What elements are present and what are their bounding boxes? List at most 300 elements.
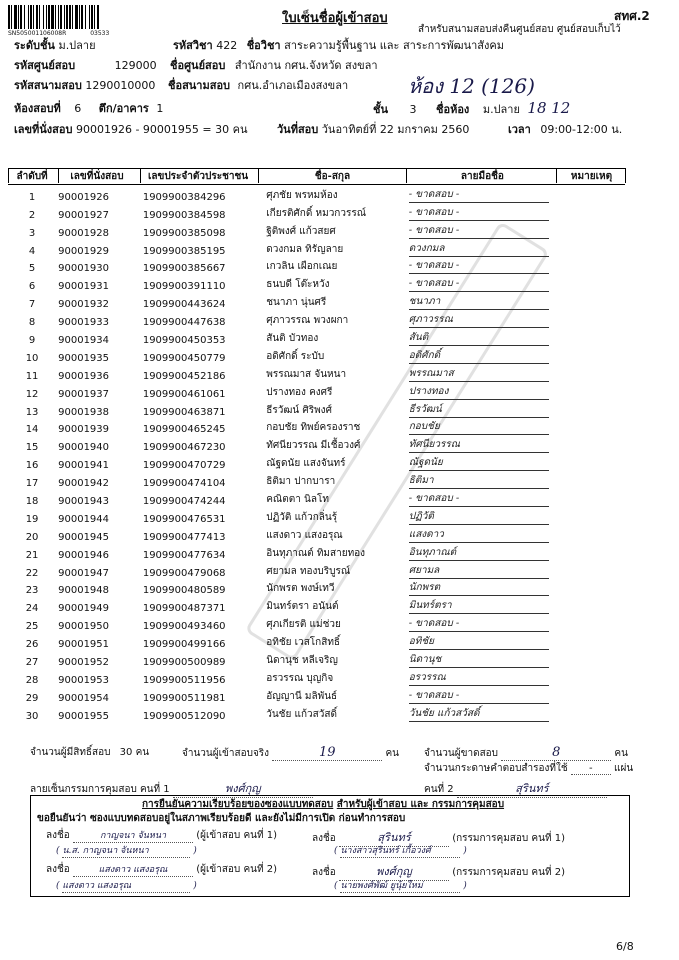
- row-order: 5: [28, 263, 36, 275]
- barcode-bar: [51, 5, 54, 29]
- row-order: 3: [28, 227, 36, 239]
- examinee2-name: ( แสงดาว แสงอรุณ ): [56, 878, 197, 893]
- row-full-name: นิดานุช หลีเจริญ: [266, 655, 338, 667]
- table-row: [8, 328, 625, 346]
- col-header-id: เลขประจำตัวประชาชน: [138, 169, 258, 185]
- form-code: สทศ.2: [614, 9, 650, 23]
- row-order: 25: [25, 621, 39, 633]
- row-remark: [558, 632, 625, 650]
- barcode-bar: [48, 5, 50, 29]
- center-name-row: ชื่อศูนย์สอบ สำนักงาน กศน.จังหวัด สงขลา: [170, 59, 378, 72]
- table-row: [8, 310, 625, 328]
- floor-row: ชั้น 3 ชื่อห้อง ม.ปลาย 18 12: [373, 99, 571, 117]
- row-seat-number: 90001932: [58, 299, 110, 311]
- venue-name-row: ชื่อสนามสอบ กศน.อำเภอเมืองสงขลา: [168, 79, 349, 92]
- row-signature: [407, 382, 558, 400]
- barcode-bar: [97, 5, 99, 29]
- row-signature: [407, 185, 558, 203]
- table-row: [8, 453, 625, 471]
- row-signature: [407, 686, 558, 704]
- row-signature: [407, 453, 558, 471]
- row-citizen-id: 1909900467230: [142, 442, 226, 454]
- row-seat-number: 90001952: [58, 657, 110, 669]
- row-full-name: ศุภเกียรติ แม่ช่วย: [266, 619, 341, 631]
- row-remark: [558, 561, 625, 579]
- row-full-name: พรรณมาส จันหนา: [266, 368, 347, 380]
- row-remark: [558, 185, 625, 203]
- row-citizen-id: 1909900479068: [142, 567, 226, 579]
- row-order: 29: [25, 692, 39, 704]
- row-citizen-id: 1909900450353: [142, 335, 226, 347]
- row-citizen-id: 1909900511956: [142, 674, 226, 686]
- row-full-name: ชนาภา นุ่นศรี: [266, 297, 327, 309]
- row-signature: [407, 274, 558, 292]
- table-row: [8, 525, 625, 543]
- subject-row: รหัสวิชา 422 ชื่อวิชา สาระความรู้พื้นฐาน และ สาระการพัฒนาสังคม: [173, 39, 504, 52]
- table-header-row: [8, 169, 625, 185]
- row-full-name: ฐิติพงศ์ แก้วสยศ: [266, 225, 336, 237]
- signature-text: วันชัย แก้วสวัสดิ์: [409, 706, 549, 722]
- venue-code-row: รหัสสนามสอบ 1290010000: [14, 79, 156, 92]
- signature-text: ดวงกมล: [409, 241, 549, 257]
- col-header-seat: เลขที่นั่งสอบ: [56, 169, 138, 185]
- table-row: [8, 596, 625, 614]
- table-row: [8, 614, 625, 632]
- table-row: [8, 435, 625, 453]
- table-row: [8, 561, 625, 579]
- table-row: [8, 382, 625, 400]
- row-seat-number: 90001946: [58, 549, 110, 561]
- table-row: [8, 668, 625, 686]
- row-order: 9: [28, 335, 36, 347]
- row-seat-number: 90001926: [58, 191, 110, 203]
- row-remark: [558, 668, 625, 686]
- barcode-bar: [39, 5, 40, 29]
- row-order: 12: [25, 388, 39, 400]
- row-citizen-id: 1909900477413: [142, 531, 226, 543]
- row-order: 22: [25, 567, 39, 579]
- table-row: [8, 632, 625, 650]
- signature-text: ปรางทอง: [409, 384, 549, 400]
- proctorA-name: ( นางสาวสุรินทร์ เกื้อวงศ์ ): [334, 843, 467, 858]
- row-seat-number: 90001953: [58, 674, 110, 686]
- signature-text: - ขาดสอบ -: [409, 616, 549, 632]
- form-title: ใบเซ็นชื่อผู้เข้าสอบ: [282, 11, 388, 26]
- row-seat-number: 90001928: [58, 227, 110, 239]
- signature-text: - ขาดสอบ -: [409, 205, 549, 221]
- row-citizen-id: 1909900511981: [142, 692, 226, 704]
- row-citizen-id: 1909900480589: [142, 585, 226, 597]
- signature-text: พรรณมาส: [409, 366, 549, 382]
- row-full-name: ศุภาวรรณ พวงผกา: [266, 315, 349, 327]
- barcode-bar: [81, 5, 83, 29]
- row-citizen-id: 1909900474244: [142, 496, 226, 508]
- barcode-bar: [28, 5, 29, 29]
- barcode-bar: [64, 5, 65, 29]
- barcode-bar: [33, 5, 34, 29]
- row-remark: [558, 382, 625, 400]
- row-citizen-id: 1909900499166: [142, 639, 226, 651]
- signature-text: ณัฐดนัย: [409, 455, 549, 471]
- row-remark: [558, 328, 625, 346]
- row-citizen-id: 1909900443624: [142, 299, 226, 311]
- signature-text: มินทร์ตรา: [409, 598, 549, 614]
- row-signature: [407, 471, 558, 489]
- row-remark: [558, 614, 625, 632]
- row-full-name: ธนบดี โต๊ะหวัง: [266, 279, 330, 291]
- row-full-name: อทิชัย เวสโกสิทธิ์: [266, 637, 341, 649]
- row-signature: [407, 489, 558, 507]
- row-citizen-id: 1909900512090: [142, 710, 226, 722]
- row-seat-number: 90001933: [58, 317, 110, 329]
- row-citizen-id: 1909900500989: [142, 657, 226, 669]
- row-full-name: สันติ บัวทอง: [266, 333, 319, 345]
- barcode-bar: [75, 5, 78, 29]
- row-full-name: ดวงกมล ทิรัญลาย: [266, 243, 344, 255]
- row-signature: [407, 292, 558, 310]
- row-citizen-id: 1909900447638: [142, 317, 226, 329]
- row-full-name: คณิตตา นิลโท: [266, 494, 329, 506]
- barcode: [8, 5, 100, 31]
- barcode-bar: [46, 5, 47, 29]
- row-order: 30: [25, 710, 39, 722]
- signature-text: - ขาดสอบ -: [409, 688, 549, 704]
- row-signature: [407, 561, 558, 579]
- row-seat-number: 90001940: [58, 442, 110, 454]
- row-seat-number: 90001945: [58, 531, 110, 543]
- col-header-name: ชื่อ-สกุล: [258, 169, 407, 185]
- row-citizen-id: 1909900474104: [142, 478, 226, 490]
- handwritten-room-note: ห้อง 12 (126): [408, 74, 535, 98]
- row-signature: [407, 668, 558, 686]
- row-signature: [407, 579, 558, 597]
- barcode-bar: [20, 5, 22, 29]
- row-citizen-id: 1909900452186: [142, 370, 226, 382]
- row-signature: [407, 632, 558, 650]
- row-citizen-id: 1909900385098: [142, 227, 226, 239]
- table-row: [8, 704, 625, 722]
- row-remark: [558, 650, 625, 668]
- barcode-bar: [24, 5, 25, 29]
- row-signature: [407, 221, 558, 239]
- row-full-name: อรวรรณ บุญกิจ: [266, 672, 334, 684]
- row-seat-number: 90001954: [58, 692, 110, 704]
- row-remark: [558, 435, 625, 453]
- seat-range-row: เลขที่นั่งสอบ 90001926 - 90001955 = 30 คน: [14, 123, 248, 136]
- row-signature: [407, 239, 558, 257]
- row-remark: [558, 579, 625, 597]
- barcode-bar: [43, 5, 44, 29]
- row-remark: [558, 704, 625, 722]
- row-remark: [558, 418, 625, 436]
- barcode-bar: [8, 5, 10, 29]
- exam-roster-table: [8, 168, 625, 722]
- row-full-name: กอบชัย ทิพย์ครองราช: [266, 422, 361, 434]
- signature-text: - ขาดสอบ -: [409, 258, 549, 274]
- row-seat-number: 90001944: [58, 513, 110, 525]
- row-citizen-id: 1909900470729: [142, 460, 226, 472]
- row-order: 18: [25, 496, 39, 508]
- row-remark: [558, 596, 625, 614]
- signature-text: อดิศักดิ์: [409, 348, 549, 364]
- signature-text: สันติ: [409, 330, 549, 346]
- row-signature: [407, 596, 558, 614]
- row-signature: [407, 257, 558, 275]
- barcode-bar: [60, 5, 62, 29]
- row-seat-number: 90001927: [58, 209, 110, 221]
- row-full-name: ธิติมา ปากบารา: [266, 476, 336, 488]
- table-row: [8, 686, 625, 704]
- signature-text: นิดานุช: [409, 652, 549, 668]
- row-remark: [558, 364, 625, 382]
- signature-text: อรวรรณ: [409, 670, 549, 686]
- proctor2-signature-line: คนที่ 2 สุรินทร์: [424, 779, 607, 798]
- row-order: 7: [28, 299, 36, 311]
- row-order: 17: [25, 478, 39, 490]
- row-full-name: เกวลิน เผือกเณย: [266, 261, 338, 273]
- proctor1-signature-line: ลายเซ็นกรรมการคุมสอบ คนที่ 1 พงศ์กุญ: [30, 779, 313, 798]
- page-number: 6/8: [616, 940, 634, 953]
- row-full-name: วันชัย แก้วสวัสดิ์: [266, 708, 337, 720]
- barcode-bar: [85, 5, 86, 29]
- row-citizen-id: 1909900487371: [142, 603, 226, 615]
- time-row: เวลา 09:00-12:00 น.: [508, 123, 623, 136]
- row-seat-number: 90001950: [58, 621, 110, 633]
- barcode-bar: [55, 5, 56, 29]
- signature-text: - ขาดสอบ -: [409, 276, 549, 292]
- row-order: 14: [25, 424, 39, 436]
- barcode-bar: [66, 5, 68, 29]
- row-signature: [407, 614, 558, 632]
- signature-text: - ขาดสอบ -: [409, 223, 549, 239]
- row-seat-number: 90001949: [58, 603, 110, 615]
- confirmation-heading: การยืนยันความเรียบร้อยของซองแบบทดสอบ สำหรับผู้เข้าสอบ และ กรรมการคุมสอบ: [142, 799, 505, 810]
- row-citizen-id: 1909900477634: [142, 549, 226, 561]
- row-full-name: ศยามล ทองบริบูรณ์: [266, 565, 351, 577]
- signature-text: ศยามล: [409, 563, 549, 579]
- row-order: 21: [25, 549, 39, 561]
- row-seat-number: 90001935: [58, 352, 110, 364]
- row-seat-number: 90001930: [58, 263, 110, 275]
- signature-text: ศุภาวรรณ: [409, 312, 549, 328]
- row-seat-number: 90001951: [58, 639, 110, 651]
- row-full-name: อินทุภาณต์ ทิมสายทอง: [266, 547, 366, 559]
- row-signature: [407, 400, 558, 418]
- row-seat-number: 90001941: [58, 460, 110, 472]
- row-signature: [407, 418, 558, 436]
- row-signature: [407, 704, 558, 722]
- barcode-text: SN505001106008R 03533: [8, 30, 110, 37]
- col-header-order: ลำดับที่: [8, 169, 56, 185]
- barcode-bar: [91, 5, 93, 29]
- row-full-name: ณัฐดนัย แสงจันทร์: [266, 458, 346, 470]
- row-full-name: ปฏิวัติ แก้วกลิ่นรุ้: [266, 511, 338, 523]
- row-signature: [407, 310, 558, 328]
- row-order: 2: [28, 209, 36, 221]
- barcode-bar: [30, 5, 32, 29]
- signature-text: กอบชัย: [409, 419, 549, 435]
- examinee1-name: ( น.ส. กาญจนา จันหนา ): [56, 843, 197, 858]
- center-code-row: รหัสศูนย์สอบ 129000: [14, 59, 157, 72]
- table-row: [8, 274, 625, 292]
- row-seat-number: 90001939: [58, 424, 110, 436]
- row-citizen-id: 1909900385195: [142, 245, 226, 257]
- signature-text: ธีรวัฒน์: [409, 402, 549, 418]
- row-remark: [558, 292, 625, 310]
- row-order: 27: [25, 657, 39, 669]
- row-order: 23: [25, 585, 39, 597]
- room-row: ห้องสอบที่ 6 ตึก/อาคาร 1: [14, 102, 164, 115]
- row-seat-number: 90001942: [58, 478, 110, 490]
- examinee2-sign: ลงชื่อ แสงดาว แสงอรุณ (ผู้เข้าสอบ คนที่ 2): [46, 864, 278, 875]
- barcode-bar: [58, 5, 59, 29]
- row-order: 4: [28, 245, 36, 257]
- row-order: 28: [25, 674, 39, 686]
- signature-text: อินทุภาณต์: [409, 545, 549, 561]
- row-citizen-id: 1909900476531: [142, 513, 226, 525]
- row-seat-number: 90001929: [58, 245, 110, 257]
- row-order: 20: [25, 531, 39, 543]
- row-full-name: เกียรติศักดิ์ หมวกวรรณ์: [266, 207, 366, 219]
- row-remark: [558, 310, 625, 328]
- table-row: [8, 185, 625, 203]
- barcode-bar: [14, 5, 17, 29]
- row-order: 1: [28, 191, 36, 203]
- row-citizen-id: 1909900385667: [142, 263, 226, 275]
- proctorB-name: ( นายพงศ์พัฒ์ ยูนุ้ยใหม่ ): [334, 878, 467, 893]
- row-order: 15: [25, 442, 39, 454]
- row-citizen-id: 1909900384598: [142, 209, 226, 221]
- row-signature: [407, 328, 558, 346]
- row-citizen-id: 1909900450779: [142, 352, 226, 364]
- row-full-name: มินทร์ตรา อนันต์: [266, 601, 339, 613]
- barcode-bar: [11, 5, 12, 29]
- row-order: 16: [25, 460, 39, 472]
- row-order: 6: [28, 281, 36, 293]
- signature-text: - ขาดสอบ -: [409, 491, 549, 507]
- row-full-name: ปรางทอง คงศรี: [266, 386, 333, 398]
- row-seat-number: 90001947: [58, 567, 110, 579]
- row-order: 26: [25, 639, 39, 651]
- table-row: [8, 239, 625, 257]
- signature-text: ชนาภา: [409, 294, 549, 310]
- total-absent: จำนวนผู้ขาดสอบ 8 คน: [424, 745, 628, 760]
- table-row: [8, 346, 625, 364]
- barcode-bar: [89, 5, 90, 29]
- col-header-signature: ลายมือชื่อ: [407, 169, 558, 185]
- total-eligible: จำนวนผู้มีสิทธิ์สอบ 30 คน: [30, 747, 150, 758]
- row-seat-number: 90001938: [58, 406, 110, 418]
- row-remark: [558, 346, 625, 364]
- table-row: [8, 257, 625, 275]
- table-row: [8, 203, 625, 221]
- table-row: [8, 364, 625, 382]
- barcode-bar: [79, 5, 80, 29]
- table-row: [8, 418, 625, 436]
- row-citizen-id: 1909900493460: [142, 621, 226, 633]
- table-row: [8, 543, 625, 561]
- row-seat-number: 90001948: [58, 585, 110, 597]
- level-row: ระดับชั้น ม.ปลาย: [14, 39, 96, 52]
- row-signature: [407, 346, 558, 364]
- row-signature: [407, 525, 558, 543]
- row-citizen-id: 1909900463871: [142, 406, 226, 418]
- row-full-name: ธีรวัฒน์ ศิริพงศ์: [266, 404, 332, 416]
- col-header-remark: หมายเหตุ: [558, 169, 625, 185]
- table-row: [8, 489, 625, 507]
- row-seat-number: 90001937: [58, 388, 110, 400]
- barcode-bar: [69, 5, 71, 29]
- date-row: วันที่สอบ วันอาทิตย์ที่ 22 มกราคม 2560: [277, 123, 470, 136]
- row-full-name: ทัศนียวรรณ มีเชื้อวงศ์: [266, 440, 361, 452]
- row-order: 24: [25, 603, 39, 615]
- row-full-name: อดิศักดิ์ ระบับ: [266, 350, 325, 362]
- barcode-bar: [36, 5, 38, 29]
- spare-sheets: จำนวนกระดาษคำตอบสำรองที่ใช้ - แผ่น: [424, 763, 634, 774]
- table-row: [8, 579, 625, 597]
- row-signature: [407, 507, 558, 525]
- row-full-name: อัญญานี มลิพันธ์: [266, 690, 338, 702]
- row-remark: [558, 543, 625, 561]
- row-order: 8: [28, 317, 36, 329]
- row-seat-number: 90001955: [58, 710, 110, 722]
- table-row: [8, 507, 625, 525]
- barcode-bar: [18, 5, 19, 29]
- signature-text: ทัศนียวรรณ: [409, 437, 549, 453]
- row-remark: [558, 507, 625, 525]
- row-remark: [558, 489, 625, 507]
- examinee1-sign: ลงชื่อ กาญจนา จันหนา (ผู้เข้าสอบ คนที่ 1): [46, 830, 278, 841]
- row-citizen-id: 1909900384296: [142, 191, 226, 203]
- row-full-name: นักพรต พงษ์เทวี: [266, 583, 335, 595]
- row-remark: [558, 274, 625, 292]
- row-remark: [558, 686, 625, 704]
- row-remark: [558, 257, 625, 275]
- signature-text: ปฏิวัติ: [409, 509, 549, 525]
- row-remark: [558, 203, 625, 221]
- table-row: [8, 221, 625, 239]
- table-row: [8, 471, 625, 489]
- row-signature: [407, 650, 558, 668]
- signature-text: ธิติมา: [409, 473, 549, 489]
- form-subtitle: สำหรับสนามสอบส่งคืนศูนย์สอบ ศูนย์สอบเก็บไว้: [418, 24, 621, 35]
- row-full-name: แสงดาว แสงอรุณ: [266, 529, 343, 541]
- signature-text: นักพรต: [409, 580, 549, 596]
- barcode-bar: [94, 5, 95, 29]
- row-seat-number: 90001936: [58, 370, 110, 382]
- proctorB-sign: ลงชื่อ พงศ์กุญ (กรรมการคุมสอบ คนที่ 2): [312, 862, 565, 881]
- row-signature: [407, 543, 558, 561]
- row-seat-number: 90001934: [58, 335, 110, 347]
- row-signature: [407, 364, 558, 382]
- signature-text: แสงดาว: [409, 527, 549, 543]
- row-citizen-id: 1909900391110: [142, 281, 226, 293]
- signature-text: อทิชัย: [409, 634, 549, 650]
- row-order: 13: [25, 406, 39, 418]
- row-seat-number: 90001931: [58, 281, 110, 293]
- row-order: 11: [25, 370, 39, 382]
- row-seat-number: 90001943: [58, 496, 110, 508]
- row-citizen-id: 1909900461061: [142, 388, 226, 400]
- signature-text: - ขาดสอบ -: [409, 187, 549, 203]
- row-remark: [558, 453, 625, 471]
- total-present: จำนวนผู้เข้าสอบจริง 19 คน: [182, 745, 399, 760]
- table-row: [8, 292, 625, 310]
- row-citizen-id: 1909900465245: [142, 424, 226, 436]
- row-remark: [558, 239, 625, 257]
- row-full-name: ศุภชัย พรหมห้อง: [266, 189, 338, 201]
- row-remark: [558, 471, 625, 489]
